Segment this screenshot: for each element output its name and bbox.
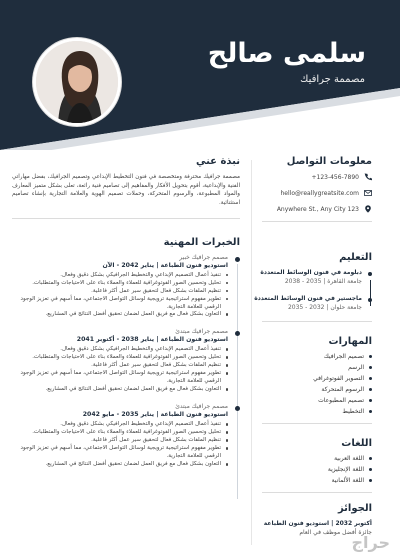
job-bullet: تحليل وتحسين الصور الفوتوغرافية للعملاء والعملاء بناء على الاحتياجات والمتطلبات. bbox=[12, 354, 228, 362]
job-bullets bbox=[12, 346, 228, 394]
education-degree: ماجستير في فنون الوسائط المتعددة bbox=[254, 295, 362, 302]
skills-section bbox=[262, 336, 372, 415]
section-divider bbox=[262, 221, 372, 222]
skill-item: تصميم المطبوعات bbox=[262, 397, 372, 404]
contact-phone bbox=[262, 173, 372, 181]
job-company: استوديو فنون الطباعة | يناير 2042 - الآن bbox=[102, 261, 228, 269]
job-role: مصمم جرافيك مبتدئ bbox=[175, 403, 228, 411]
job-entry bbox=[12, 403, 240, 469]
job-bullet: تنظيم الملفات بشكل فعال لتحقيق سير عمل أكثر فاعلية. bbox=[12, 288, 228, 296]
job-entry bbox=[12, 328, 240, 394]
education-degree: دبلومة في فنون الوسائط المتعددة bbox=[260, 269, 362, 276]
job-company: استوديو فنون الطباعة | يناير 2035 - مايو 2042 bbox=[82, 411, 228, 419]
person-name: سلمى صالح bbox=[207, 38, 366, 69]
language-item: اللغة العربية bbox=[262, 455, 372, 462]
job-bullets bbox=[12, 421, 228, 469]
job-bullet: تنفيذ أعمال التصميم الإبداعي والتخطيط الجرافيكي بشكل دقيق وفعال. bbox=[12, 272, 228, 280]
about-text: مصممة جرافيك محترفة ومتخصصة في فنون التخطيط الإبداعي وتصميم الجرافيك، بفضل مهاراتي الفنية والإبداعية، أقوم بتحويل الأفكار والمفاهيم إلى تصاميم فنية رائعة، تعلى بشكل متميز المعارف والمواد المطبوعة، والرسوم المتحركة، وحملات تصميم الهوية والعلامة التجارية بإنشاء تصاميم استثنائية. bbox=[12, 174, 240, 206]
job-bullet: تطوير مفهوم استراتيجية ترويجية لوسائل التواصل الاجتماعي، مما أسهم في تعزيز الوجود الرقمي للعلامة التجارية. bbox=[12, 370, 228, 386]
timeline-dot bbox=[235, 406, 240, 411]
job-bullets bbox=[12, 272, 228, 320]
timeline-line bbox=[237, 413, 238, 499]
job-bullet: تحليل وتحسين الصور الفوتوغرافية للعملاء والعملاء بناء على الاحتياجات والمتطلبات. bbox=[12, 280, 228, 288]
education-title: التعليم bbox=[339, 252, 372, 263]
job-bullet: تنفيذ أعمال التصميم الإبداعي والتخطيط الجرافيكي بشكل دقيق وفعال. bbox=[12, 421, 228, 429]
education-item bbox=[254, 295, 372, 311]
skill-item: التخطيط bbox=[262, 408, 372, 415]
job-bullet: تحليل وتحسين الصور الفوتوغرافية للعملاء والعملاء بناء على الاحتياجات والمتطلبات. bbox=[12, 429, 228, 437]
skills-list bbox=[262, 353, 372, 415]
language-item: اللغة الإنجليزية bbox=[262, 466, 372, 473]
person-title: مصممة جرافيك bbox=[300, 74, 365, 85]
contact-email-text: hello@reallygreatsite.com bbox=[280, 189, 359, 197]
contact-section bbox=[262, 156, 372, 213]
awards-section bbox=[262, 503, 372, 536]
phone-icon bbox=[364, 173, 372, 181]
award-year: أكتوبر 2032 | استوديو فنون الطباعة bbox=[263, 520, 372, 527]
experience-title: الخبرات المهنية bbox=[163, 236, 240, 248]
job-bullet: تنظيم الملفات بشكل فعال لتحقيق سير عمل أكثر فاعلية. bbox=[12, 437, 228, 445]
section-divider bbox=[262, 321, 372, 322]
profile-photo bbox=[33, 38, 121, 126]
skills-title: المهارات bbox=[328, 336, 372, 347]
education-item bbox=[262, 269, 372, 285]
about-section bbox=[12, 156, 240, 208]
job-bullet: تطوير مفهوم استراتيجية ترويجية لوسائل التواصل الاجتماعي، مما أسهم في تعزيز الوجود الرقمي للعلامة التجارية. bbox=[12, 296, 228, 312]
section-divider bbox=[12, 218, 240, 219]
skill-item: الرسوم المتحركة bbox=[262, 386, 372, 393]
education-section bbox=[254, 252, 372, 311]
awards-title: الجوائز bbox=[337, 503, 372, 514]
job-role: مصمم جرافيك مبتدئ bbox=[175, 328, 228, 336]
column-divider bbox=[251, 160, 252, 545]
skill-item: التصوير الفوتوغرافي bbox=[262, 375, 372, 382]
about-title: نبذة عني bbox=[195, 156, 240, 167]
language-item: اللغة الألمانية bbox=[262, 477, 372, 484]
contact-address-text: Anywhere St., Any City 123 bbox=[276, 205, 359, 213]
education-meta: جامعة القاهرة | 2035 - 2038 bbox=[284, 278, 362, 285]
job-entry bbox=[12, 254, 240, 320]
contact-phone-text: +123-456-7890 bbox=[311, 173, 359, 181]
skill-item: الرسم bbox=[262, 364, 372, 371]
section-divider bbox=[262, 423, 372, 424]
timeline-dot bbox=[235, 257, 240, 262]
job-company: استوديو فنون الطباعة | يناير 2038 - أكتوبر 2041 bbox=[76, 336, 228, 344]
job-bullet: التعاون بشكل فعال مع فريق العمل لضمان تحقيق أفضل النتائج في المشاريع. bbox=[12, 386, 228, 394]
award-desc: جائزة أفضل موظف في العام bbox=[299, 529, 372, 536]
job-bullet: التعاون بشكل فعال مع فريق العمل لضمان تحقيق أفضل النتائج في المشاريع. bbox=[12, 461, 228, 469]
email-icon bbox=[364, 189, 372, 197]
skill-item: تصميم الجرافيك bbox=[262, 353, 372, 360]
timeline-dot bbox=[235, 331, 240, 336]
location-icon bbox=[364, 205, 372, 213]
job-bullet: تنفيذ أعمال التصميم الإبداعي والتخطيط الجرافيكي بشكل دقيق وفعال. bbox=[12, 346, 228, 354]
job-role: مصمم جرافيك خبير bbox=[179, 253, 228, 261]
languages-title: اللغات bbox=[341, 438, 372, 449]
contact-title: معلومات التواصل bbox=[286, 156, 372, 167]
timeline-dot bbox=[368, 298, 372, 302]
timeline-dot bbox=[368, 272, 372, 276]
job-bullet: تنظيم الملفات بشكل فعال لتحقيق سير عمل أكثر فاعلية. bbox=[12, 362, 228, 370]
contact-address bbox=[262, 205, 372, 213]
job-bullet: التعاون بشكل فعال مع فريق العمل لضمان تحقيق أفضل النتائج في المشاريع. bbox=[12, 311, 228, 319]
job-bullet: تطوير مفهوم استراتيجية ترويجية لوسائل التواصل الاجتماعي، مما أسهم في تعزيز الوجود الرقمي للعلامة التجارية. bbox=[12, 445, 228, 461]
sidebar-column bbox=[254, 150, 372, 536]
languages-list bbox=[262, 455, 372, 484]
experience-section bbox=[12, 237, 240, 469]
section-divider bbox=[262, 492, 372, 493]
main-column bbox=[12, 150, 240, 478]
education-meta: جامعة حلوان | 2032 - 2035 bbox=[287, 304, 362, 311]
contact-email bbox=[262, 189, 372, 197]
languages-section bbox=[262, 438, 372, 484]
watermark-logo: حراج bbox=[351, 533, 390, 552]
